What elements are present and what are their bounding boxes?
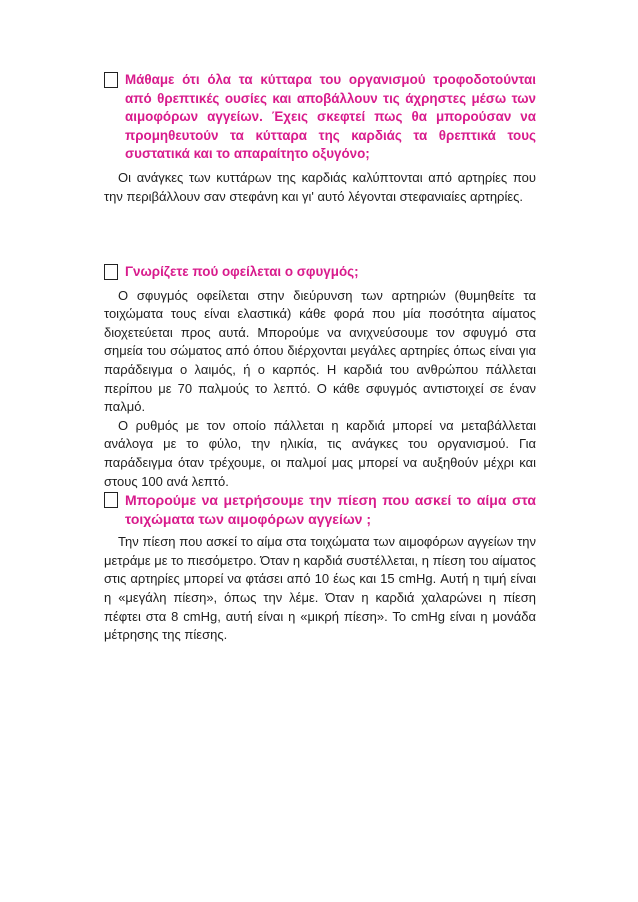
question-heading xyxy=(104,263,536,282)
answer-paragraph: Την πίεση που ασκεί το αίμα στα τοιχώματα των αιμοφόρων αγγείων την μετράμε με το πιεσόμετρο. Όταν η καρδιά συστέλλεται, η πίεση του αίματος στις αρτηρίες μπορεί να φτάσει από 10 έως και 15 cmHg. Αυτή η τιμή είναι η «μεγάλη πίεση», όπως την λέμε. Όταν η καρδιά χαλαρώνει η πίεση πέφτει στα 8 cmHg, αυτή είναι η «μικρή πίεση». Το cmHg είναι η μονάδα μέτρησης της πίεσης. xyxy=(104,534,536,643)
answer-paragraph: Οι ανάγκες των κυττάρων της καρδιάς καλύπτονται από αρτηρίες που την περιβάλλουν σαν στεφάνη και γι' αυτό λέγονται στεφανιαίες αρτηρίες. xyxy=(104,169,536,204)
qa-section-pulse xyxy=(104,263,536,491)
qa-section-blood-pressure xyxy=(104,491,536,645)
question-heading xyxy=(104,71,536,164)
question-text: Μπορούμε να μετρήσουμε την πίεση που ασκεί το αίμα στα τοιχώματα των αιμοφόρων αγγείων ; xyxy=(125,492,536,527)
checkbox-icon[interactable] xyxy=(104,492,118,508)
answer-paragraph: Ο ρυθμός με τον οποίο πάλλεται η καρδιά μπορεί να μεταβάλλεται ανάλογα με το φύλο, την ηλικία, τις ανάγκες του οργανισμού. Για παράδειγμα όταν τρέχουμε, οι παλμοί μας μπορεί να αυξηθούν μέχρι και στους 100 ανά λεπτό. xyxy=(104,417,536,489)
checkbox-icon[interactable] xyxy=(104,72,118,88)
checkbox-icon[interactable] xyxy=(104,264,118,280)
qa-section-coronary-arteries xyxy=(104,71,536,206)
answer-paragraph: Ο σφυγμός οφείλεται στην διεύρυνση των αρτηριών (θυμηθείτε τα τοιχώματα τους είναι ελαστικά) κάθε φορά που μία ποσότητα αίματος διοχετεύεται προς αυτά. Μπορούμε να ανιχνεύσουμε τον σφυγμό στα σημεία του σώματος από όπου διέρχονται μεγάλες αρτηρίες όπως είναι για παράδειγμα ο λαιμός, ή ο καρπός. Η καρδιά του ανθρώπου πάλλεται περίπου με 70 παλμούς το λεπτό. Ο κάθε σφυγμός αντιστοιχεί σε έναν παλμό. xyxy=(104,287,536,415)
question-text: Γνωρίζετε πού οφείλεται ο σφυγμός; xyxy=(125,264,359,279)
question-heading xyxy=(104,491,536,528)
question-text: Μάθαμε ότι όλα τα κύτταρα του οργανισμού τροφοδοτούνται από θρεπτικές ουσίες και αποβάλλουν τις άχρηστες μέσω των αιμοφόρων αγγείων. Έχεις σκεφτεί πως θα μπορούσαν να προμηθευτούν τα κύτταρα της καρδιάς τα θρεπτικά τους συστατικά και το απαραίτητο οξυγόνο; xyxy=(125,72,536,162)
